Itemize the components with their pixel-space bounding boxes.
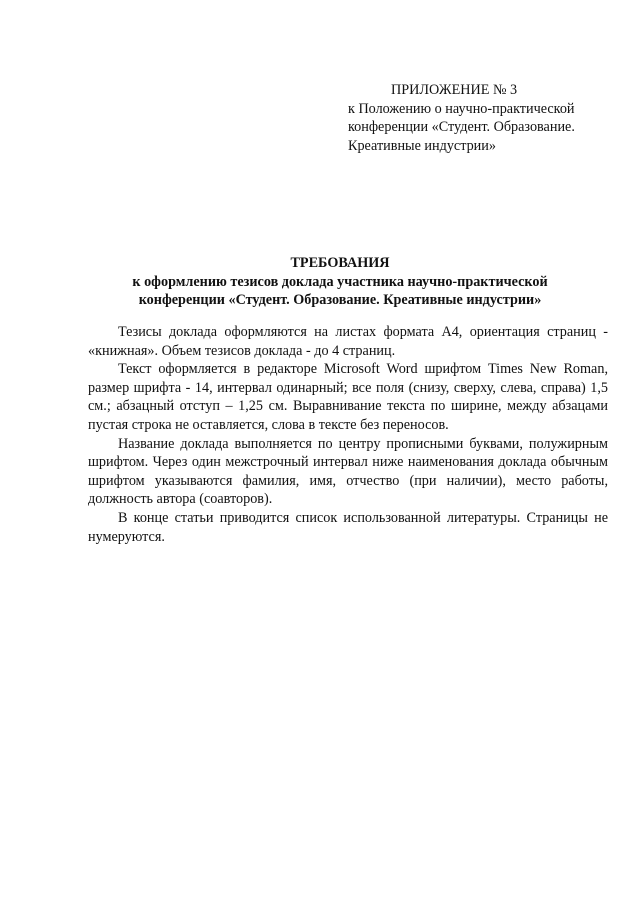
heading-title: ТРЕБОВАНИЯ [290, 255, 390, 271]
appendix-line: Креативные индустрии» [348, 137, 496, 154]
appendix-block [348, 81, 618, 155]
appendix-line: конференции «Студент. Образование. [348, 119, 575, 135]
appendix-title: ПРИЛОЖЕНИЕ № 3 [391, 82, 518, 98]
heading-subtitle-line: к оформлению тезисов доклада участника научно-практической [132, 273, 548, 290]
document-heading [80, 254, 600, 310]
paragraph-references: В конце статьи приводится список использованной литературы. Страницы не нумеруются. [88, 509, 608, 545]
paragraph-editor: Текст оформляется в редакторе Microsoft Word шрифтом Times New Roman, размер шрифта - 14, интервал одинарный; все поля (снизу, сверху, слева, справа) 1,5 см.; абзацный отступ – 1,25 см. Выравнивание текста по ширине, между абзацами пустая строка не оставляется, слова в тексте без переносов. [88, 361, 608, 433]
paragraph-title-rules: Название доклада выполняется по центру прописными буквами, полужирным шрифтом. Через один межстрочный интервал ниже наименования доклада обычным шрифтом указываются фамилия, имя, отчество (при наличии), место работы, должность автора (соавторов). [88, 435, 608, 508]
heading-subtitle-line: конференции «Студент. Образование. Креативные индустрии» [138, 292, 542, 308]
appendix-line: к Положению о научно-практической [348, 100, 575, 117]
paragraph-format: Тезисы доклада оформляются на листах формата А4, ориентация страниц - «книжная». Объем тезисов доклада - до 4 страниц. [88, 324, 608, 359]
document-body [88, 323, 608, 546]
